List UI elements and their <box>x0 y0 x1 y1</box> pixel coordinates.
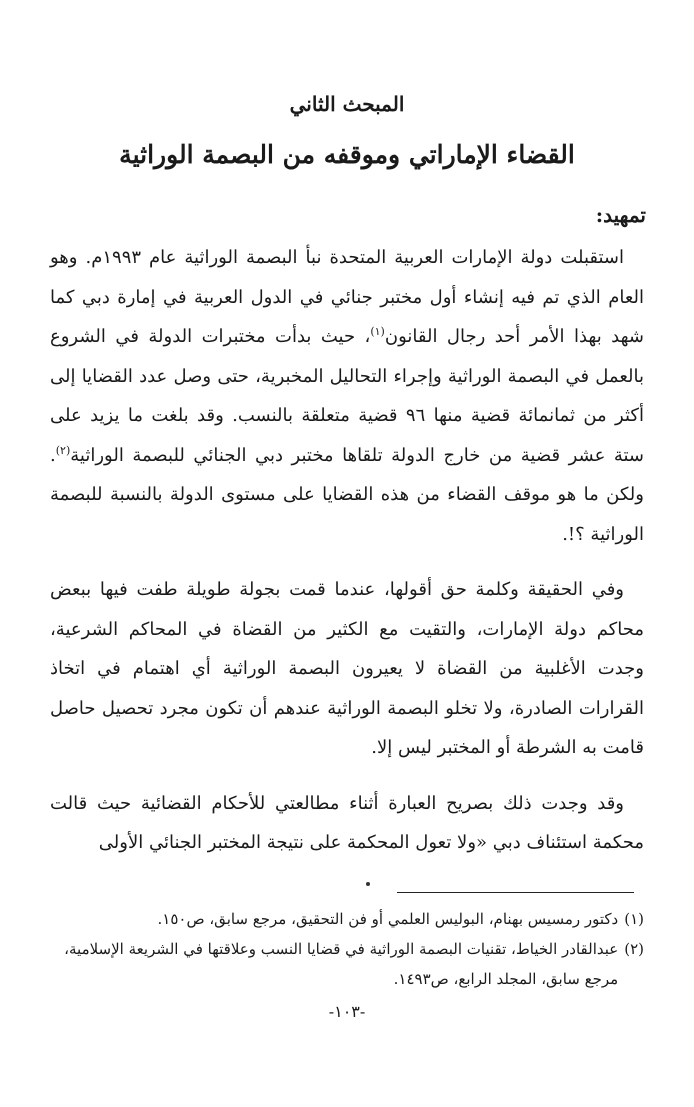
body-text <box>50 238 644 879</box>
footnote-number: (٢) <box>624 940 644 958</box>
paragraph-1-part-c: . ولكن ما هو موقف القضاء من هذه القضايا على مستوى الدولة بالنسبة للبصمة الوراثية ؟!. <box>50 444 644 545</box>
section-label: المبحث الثاني <box>289 92 405 116</box>
paragraph-1-part-b: ، حيث بدأت مختبرات الدولة في الشروع بالعمل في البصمة الوراثية وإجراء التحاليل المخبرية، حتى وصل عدد القضايا إلى أكثر من ثمانمائة قضية منها ٩٦ قضية متعلقة بالنسب. وقد بلغت ما يزيد على ستة عشر قضية من خارج الدولة تلقاها مختبر دبي الجنائي للبصمة الوراثية <box>50 326 644 466</box>
separator-dot <box>366 882 370 886</box>
footnote-text: عبدالقادر الخياط، تقنيات البصمة الوراثية في قضايا النسب وعلاقتها في الشريعة الإسلامية، مرجع سابق، المجلد الرابع، ص١٤٩٣. <box>64 940 619 988</box>
footnote-ref-1: (١) <box>370 325 385 338</box>
footnote-text: دكتور رمسيس بهنام، البوليس العلمي أو فن التحقيق، مرجع سابق، ص١٥٠. <box>157 910 619 928</box>
footnote-ref-2: (٢) <box>55 443 71 457</box>
paragraph-3: وقد وجدت ذلك بصريح العبارة أثناء مطالعتي للأحكام القضائية حيث قالت محكمة استئناف دبي «ولا تعول المحكمة على نتيجة المختبر الجنائي الأولى <box>50 792 644 853</box>
footnote-number: (١) <box>624 910 644 928</box>
paragraph-1-part-a: استقبلت دولة الإمارات العربية المتحدة نبأ البصمة الوراثية عام ١٩٩٣م. وهو العام الذي تم فيه إنشاء أول مختبر جنائي في الدول العربية في إمارة دبي كما شهد بهذا الأمر أحد رجال القانون <box>50 247 644 347</box>
paragraph-1 <box>50 238 644 554</box>
chapter-title: القضاء الإماراتي وموقفه من البصمة الوراثية <box>119 140 575 169</box>
footnote-divider <box>397 892 634 893</box>
intro-heading: تمهيد: <box>595 203 646 227</box>
footnotes <box>50 904 644 994</box>
paragraph-2: وفي الحقيقة وكلمة حق أقولها، عندما قمت بجولة طويلة طفت فيها ببعض محاكم دولة الإمارات، والتقيت مع الكثير من القضاة في المحاكم الشرعية، وجدت الأغلبية من القضاة لا يعيرون البصمة الوراثية أي اهتمام في اتخاذ القرارات الصادرة، ولا تخلو البصمة الوراثية عندهم أن تكون مجرد تحصيل حاصل قامت به الشرطة أو المختبر ليس إلا. <box>50 579 644 758</box>
footnote-2 <box>50 934 644 994</box>
footnote-1 <box>50 904 644 934</box>
page-number: -١٠٣- <box>328 1002 366 1021</box>
